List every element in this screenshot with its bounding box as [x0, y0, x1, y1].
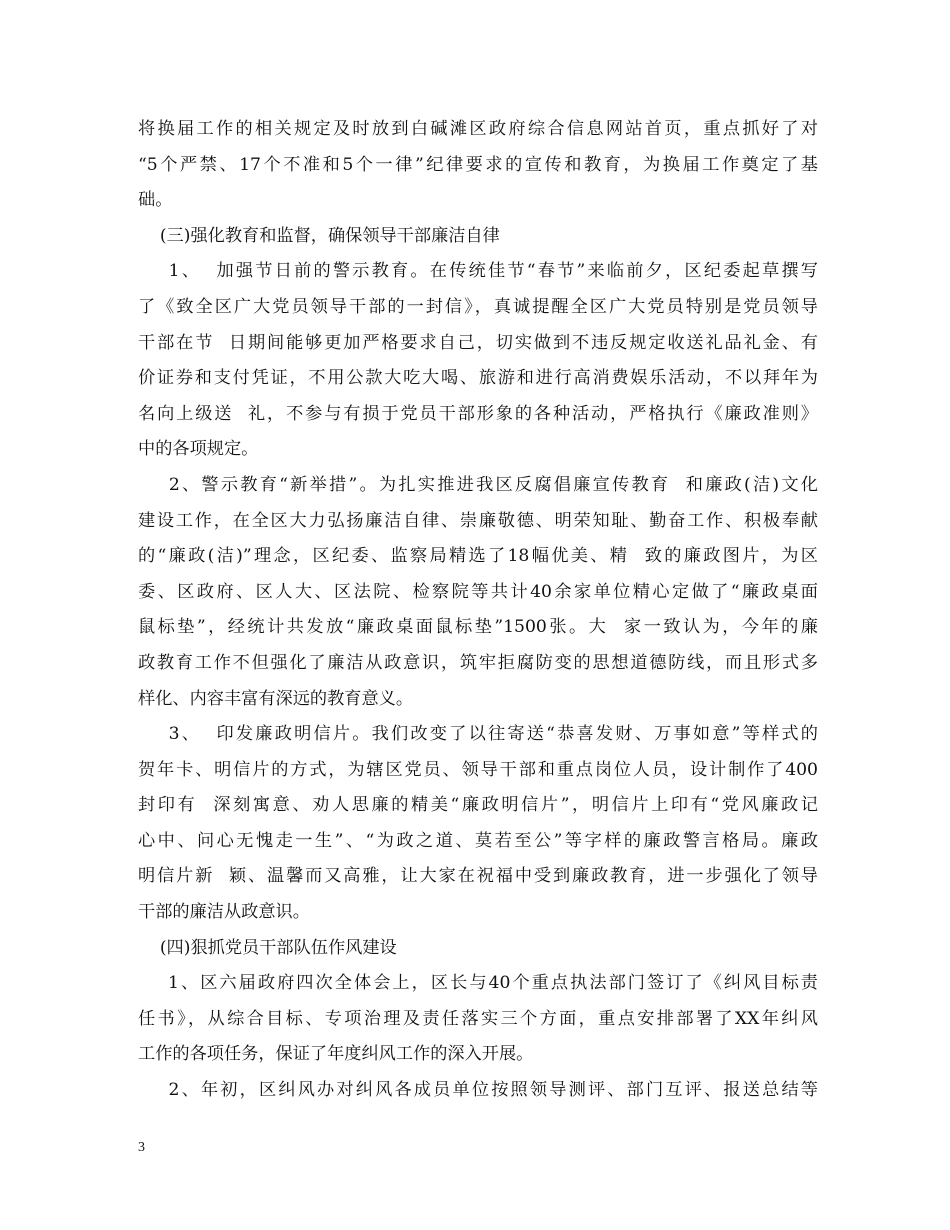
- text-line: 样化、内容丰富有深远的教育意义。: [138, 688, 414, 709]
- text-line: 工作的各项任务，保证了年度纠风工作的深入开展。: [138, 1044, 534, 1065]
- text-line: “5个严禁、17个不准和5个一律”纪律要求的宣传和教育，为换届工作奠定了基: [138, 154, 818, 175]
- text-line: 干部的廉洁从政意识。: [138, 902, 310, 923]
- text-line: 2、警示教育“新举措”。为扎实推进我区反腐倡廉宣传教育 和廉政(洁)文化: [138, 474, 818, 495]
- body-text: [138, 112, 818, 1109]
- text-line: 名向上级送 礼，不参与有损于党员干部形象的各种活动，严格执行《廉政准则》: [138, 403, 818, 424]
- text-line: 2、年初，区纠风办对纠风各成员单位按照领导测评、部门互评、报送总结等: [138, 1080, 818, 1101]
- text-line: 心中、问心无愧走一生”、“为政之道、莫若至公”等字样的廉政警言格局。廉政: [138, 830, 818, 851]
- text-line: 中的各项规定。: [138, 439, 259, 460]
- text-line: 1、区六届政府四次全体会上，区长与40个重点执法部门签订了《纠风目标责: [138, 973, 818, 994]
- text-line: 础。: [138, 190, 173, 211]
- text-line: 建设工作，在全区大力弘扬廉洁自律、崇廉敬德、明荣知耻、勤奋工作、积极奉献: [138, 510, 818, 531]
- text-line: 鼠标垫”，经统计共发放“廉政桌面鼠标垫”1500张。大 家一致认为，今年的廉: [138, 617, 818, 638]
- text-line: 的“廉政(洁)”理念，区纪委、监察局精选了18幅优美、精 致的廉政图片，为区: [138, 546, 818, 567]
- text-line: 了《致全区广大党员领导干部的一封信》，真诚提醒全区广大党员特别是党员领导: [138, 296, 818, 317]
- page-number: 3: [138, 1140, 145, 1155]
- text-line: 将换届工作的相关规定及时放到白碱滩区政府综合信息网站首页，重点抓好了对: [138, 119, 818, 139]
- text-line: 3、 印发廉政明信片。我们改变了以往寄送“恭喜发财、万事如意”等样式的: [138, 724, 818, 745]
- text-line: (三)强化教育和监督，确保领导干部廉洁自律: [138, 225, 500, 246]
- text-line: 贺年卡、明信片的方式，为辖区党员、领导干部和重点岗位人员，设计制作了400: [138, 759, 818, 780]
- text-line: 明信片新 颖、温馨而又高雅，让大家在祝福中受到廉政教育，进一步强化了领导: [138, 866, 818, 887]
- text-line: 干部在节 日期间能够更加严格要求自己，切实做到不违反规定收送礼品礼金、有: [138, 332, 818, 353]
- text-line: 价证券和支付凭证，不用公款大吃大喝、旅游和进行高消费娱乐活动，不以拜年为: [138, 368, 818, 389]
- text-line: 1、 加强节日前的警示教育。在传统佳节“春节”来临前夕，区纪委起草撰写: [138, 261, 818, 282]
- text-line: 封印有 深刻寓意、劝人思廉的精美“廉政明信片”，明信片上印有“党风廉政记: [138, 795, 818, 816]
- text-line: 委、区政府、区人大、区法院、检察院等共计40余家单位精心定做了“廉政桌面: [138, 581, 818, 602]
- text-line: 政教育工作不但强化了廉洁从政意识，筑牢拒腐防变的思想道德防线，而且形式多: [138, 652, 818, 673]
- text-line: 任书》，从综合目标、专项治理及责任落实三个方面，重点安排部署了XX年纠风: [138, 1008, 818, 1029]
- text-line: (四)狠抓党员干部队伍作风建设: [138, 937, 397, 958]
